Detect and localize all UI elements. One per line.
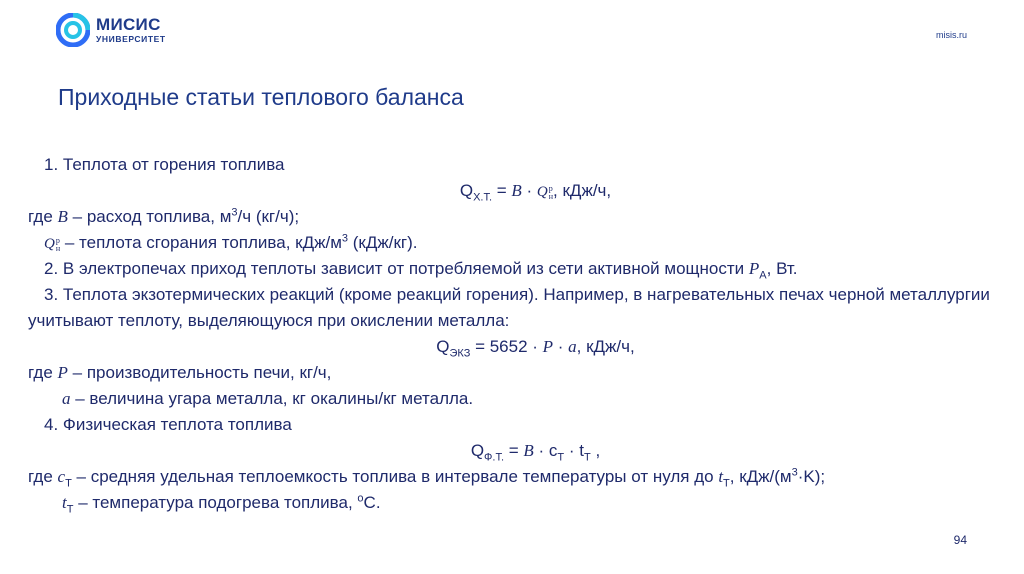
f3-t: t: [579, 441, 584, 460]
item3-text: 3. Теплота экзотермических реакций (кроме реакций горения). Например, в нагревательных печах черной металлургии учитывают теплоту, выделяющуюся при окислении металла:: [28, 285, 990, 330]
item2-sub: А: [759, 269, 767, 282]
where-3: [28, 360, 1003, 386]
f2-mid: = 5652 ·: [470, 337, 543, 356]
f3-tail: ,: [590, 441, 601, 460]
misis-logo: [56, 13, 166, 47]
where5-c2: , кДж/(м: [729, 467, 792, 486]
f2-tail: , кДж/ч,: [576, 337, 635, 356]
where5-t-sub: Т: [723, 477, 730, 490]
f1-dot: ·: [521, 181, 537, 200]
f1-q-symbol: [537, 184, 553, 200]
item-1: 1. Теплота от горения топлива: [44, 155, 285, 174]
where1-b-symbol: B: [57, 207, 68, 226]
item2-b: , Вт.: [766, 259, 798, 278]
f1-q-sub: н: [548, 191, 554, 201]
f3-c-sub: Т: [557, 451, 565, 464]
f2-dot: ·: [553, 337, 569, 356]
where2-b: – теплота сгорания топлива, кДж/м: [60, 233, 342, 252]
where3-a: где: [28, 363, 58, 382]
f1-q-sup: р: [548, 183, 553, 193]
where5-c: c: [57, 467, 66, 486]
where5-a: где: [28, 467, 58, 486]
where1-a: где: [28, 207, 58, 226]
f1-b: B: [511, 181, 522, 200]
logo-text: [96, 16, 166, 44]
formula-2: [28, 334, 1003, 360]
f3-lhs: Q: [470, 441, 485, 460]
f1-lhs: Q: [459, 181, 474, 200]
where1-b: – расход топлива, м: [67, 207, 232, 226]
where3-p: P: [57, 363, 68, 382]
where6-b: – температура подогрева топлива,: [73, 493, 358, 512]
where2-q-sup: р: [55, 235, 60, 245]
page-number: 94: [953, 533, 967, 547]
f1-eq: =: [492, 181, 512, 200]
where2-q: Q: [44, 236, 55, 252]
where-4: [28, 386, 1003, 412]
where6-t-sub: Т: [66, 503, 74, 516]
where4-b: – величина угара металла, кг окалины/кг металла.: [70, 389, 474, 408]
where5-d: ·K);: [797, 467, 826, 486]
f2-lhs-sub: ЭКЗ: [449, 347, 471, 360]
where-6: [28, 490, 1003, 516]
where2-sup: 3: [341, 232, 349, 245]
formula-1: [28, 178, 1003, 204]
where5-sup: 3: [791, 466, 798, 479]
f3-lhs-sub: Ф.Т.: [484, 451, 505, 464]
item2-a: 2. В электропечах приход теплоты зависит от потребляемой из сети активной мощности: [44, 259, 749, 278]
where6-c: С.: [363, 493, 381, 512]
f3-c: c: [548, 441, 558, 460]
where1-c: /ч (кг/ч);: [237, 207, 300, 226]
where2-q-symbol: [44, 236, 60, 252]
item2-p: P: [748, 259, 760, 278]
where5-c-sub: Т: [65, 477, 72, 490]
where5-t: t: [718, 467, 724, 486]
where3-b: – производительность печи, кг/ч,: [67, 363, 332, 382]
item-2: [28, 256, 1003, 282]
site-url[interactable]: misis.ru: [936, 30, 967, 40]
item-3: [28, 282, 1003, 334]
slide-content: [28, 152, 1003, 516]
item-4: 4. Физическая теплота топлива: [44, 415, 292, 434]
misis-logo-icon: [56, 13, 90, 47]
f3-dot1: ·: [533, 441, 549, 460]
formula-3: [28, 438, 1003, 464]
f3-b: B: [523, 441, 534, 460]
where6-sup: о: [357, 492, 364, 505]
where-1: [28, 204, 1003, 230]
f2-lhs: Q: [436, 337, 450, 356]
f1-lhs-sub: Х.Т.: [473, 191, 493, 204]
where-2: [28, 230, 1003, 256]
f1-q: Q: [536, 184, 548, 200]
f2-a: a: [568, 337, 577, 356]
f1-tail: , кДж/ч,: [553, 181, 612, 200]
slide-title: Приходные статьи теплового баланса: [58, 84, 464, 110]
f3-eq: =: [504, 441, 524, 460]
logo-subtitle: УНИВЕРСИТЕТ: [96, 34, 166, 45]
where6-t: t: [62, 493, 67, 512]
where2-c: (кДж/кг).: [348, 233, 418, 252]
f3-dot2: ·: [564, 441, 580, 460]
f2-p: P: [542, 337, 554, 356]
where2-q-sub: н: [55, 243, 61, 253]
f3-t-sub: Т: [583, 451, 591, 464]
where4-a: a: [62, 389, 71, 408]
logo-name: МИСИС: [96, 15, 161, 35]
where1-sup: 3: [231, 206, 238, 219]
where5-b: – средняя удельная теплоемкость топлива в интервале температуры от нуля до: [71, 467, 719, 486]
where-5: [28, 464, 1003, 490]
